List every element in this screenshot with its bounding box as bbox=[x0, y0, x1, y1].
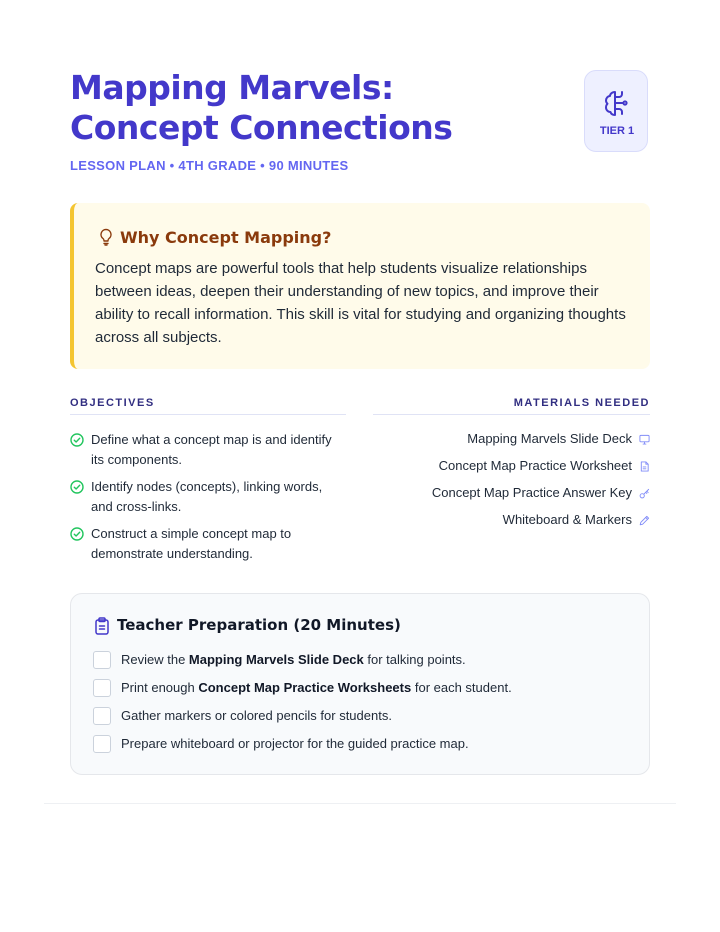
brain-icon bbox=[601, 87, 633, 119]
task-checkbox[interactable] bbox=[93, 735, 111, 753]
why-callout bbox=[70, 203, 650, 369]
list-item bbox=[373, 430, 650, 457]
why-title: Why Concept Mapping? bbox=[120, 228, 332, 247]
task-text-pre: Prepare whiteboard or projector for the guided practice map. bbox=[121, 736, 469, 751]
objective-text: Identify nodes (concepts), linking words, and cross-links. bbox=[91, 479, 323, 514]
check-circle-icon bbox=[70, 433, 84, 447]
list-item bbox=[373, 457, 650, 484]
task-text-pre: Gather markers or colored pencils for students. bbox=[121, 708, 392, 723]
objectives-heading: OBJECTIVES bbox=[70, 397, 155, 409]
list-item bbox=[373, 484, 650, 511]
teacher-prep-card bbox=[70, 593, 650, 775]
title-line-1: Mapping Marvels: bbox=[70, 68, 394, 107]
objective-text: Construct a simple concept map to demonstrate understanding. bbox=[91, 526, 292, 561]
clipboard-icon bbox=[94, 617, 110, 635]
check-circle-icon bbox=[70, 480, 84, 494]
tier-label: TIER 1 bbox=[599, 125, 635, 137]
list-item bbox=[70, 524, 346, 564]
task-text-pre: Review the bbox=[121, 652, 189, 667]
task-text bbox=[121, 651, 466, 669]
task-text bbox=[121, 679, 512, 697]
list-item bbox=[70, 430, 346, 470]
material-label: Concept Map Practice Answer Key bbox=[431, 485, 632, 500]
document-icon bbox=[639, 461, 650, 472]
list-item bbox=[70, 477, 346, 517]
task-text-post: for each student. bbox=[411, 680, 512, 695]
material-label: Concept Map Practice Worksheet bbox=[438, 458, 632, 473]
title-line-2: Concept Connections bbox=[70, 108, 453, 147]
list-item bbox=[373, 511, 650, 538]
material-label: Whiteboard & Markers bbox=[502, 512, 632, 527]
materials-heading: MATERIALS NEEDED bbox=[513, 397, 650, 409]
task-checkbox[interactable] bbox=[93, 707, 111, 725]
task-text-post: for talking points. bbox=[363, 652, 466, 667]
key-icon bbox=[639, 488, 650, 499]
footer-divider bbox=[44, 803, 676, 804]
page-title bbox=[70, 68, 550, 148]
task-text-bold: Mapping Marvels Slide Deck bbox=[188, 652, 364, 667]
prep-title: Teacher Preparation (20 Minutes) bbox=[117, 616, 401, 634]
lesson-meta: LESSON PLAN • 4TH GRADE • 90 MINUTES bbox=[70, 158, 349, 173]
lightbulb-icon bbox=[98, 228, 114, 246]
task-checkbox[interactable] bbox=[93, 651, 111, 669]
objective-text: Define what a concept map is and identify its components. bbox=[91, 432, 332, 467]
check-circle-icon bbox=[70, 527, 84, 541]
pencil-icon bbox=[639, 515, 650, 526]
task-text-pre: Print enough bbox=[121, 680, 199, 695]
why-body: Concept maps are powerful tools that help students visualize relationships between ideas, deepen their understanding of new topics, and improve their ability to recall information. This skill is vital for studying and organizing thoughts across all subjects. bbox=[95, 260, 626, 346]
tier-badge bbox=[584, 70, 648, 152]
materials-list bbox=[373, 430, 650, 538]
task-text bbox=[121, 735, 469, 753]
task-text bbox=[121, 707, 392, 725]
task-checkbox[interactable] bbox=[93, 679, 111, 697]
objectives-divider bbox=[70, 414, 346, 415]
objectives-list bbox=[70, 430, 346, 571]
monitor-icon bbox=[639, 434, 650, 445]
material-label: Mapping Marvels Slide Deck bbox=[467, 431, 632, 446]
task-text-bold: Concept Map Practice Worksheets bbox=[198, 680, 412, 695]
materials-divider bbox=[373, 414, 650, 415]
